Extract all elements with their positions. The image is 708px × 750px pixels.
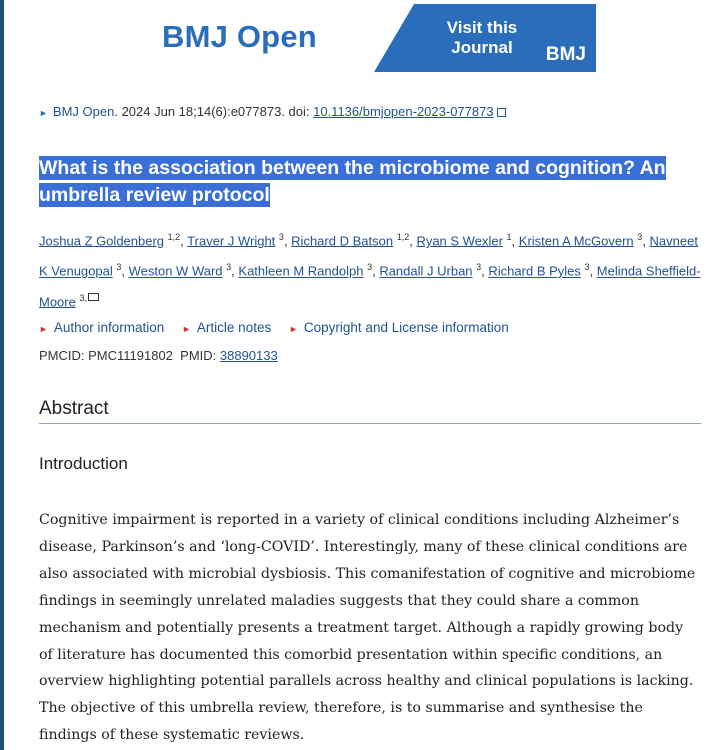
author-affiliation: 3	[584, 262, 590, 273]
author-affiliation: 3	[367, 262, 373, 273]
author-list: Joshua Z Goldenberg $^{1,2}$, Traver J Wright $^3$, Richard D Batson $^{1,2}$, Ryan S Wexler $^1$, Kristen A McGovern $^3$, Navneet K Venugopal $^3$, Weston W Ward $^3$, Kathleen M Randolph $^3$, Randall J Urban $^3$, Richard B Pyles $^3$, Melinda Sheffield-Moore $^{3,}$	[39, 232, 701, 309]
citation-details: . 2024 Jun 18;14(6):e077873. doi:	[114, 104, 314, 119]
pmid-label: PMID:	[180, 348, 220, 363]
visit-journal-button[interactable]	[374, 4, 596, 72]
author-information-toggle[interactable]	[39, 320, 164, 335]
info-link-label: Copyright and License information	[303, 320, 509, 335]
article-title	[39, 155, 679, 209]
author-link[interactable]: Kathleen M Randolph	[238, 263, 364, 279]
author-affiliation: 3,	[79, 292, 87, 303]
author-affiliation: 3	[476, 262, 482, 273]
author-affiliation: 3	[278, 232, 284, 242]
article-identifiers	[39, 348, 278, 363]
article-notes-toggle[interactable]	[182, 320, 271, 335]
copyright-license-toggle[interactable]	[289, 320, 509, 335]
author-affiliation: 1,2	[396, 232, 410, 242]
author-affiliation: 1	[506, 232, 512, 242]
author-link[interactable]: Randall J Urban	[379, 263, 473, 279]
author-affiliation: 3	[637, 232, 643, 242]
citation-line	[39, 104, 506, 119]
triangle-right-icon: ►	[39, 108, 48, 118]
author-link[interactable]: Weston W Ward	[128, 263, 223, 279]
info-link-label: Author information	[53, 320, 165, 335]
author-link[interactable]: Joshua Z Goldenberg	[39, 233, 165, 249]
pmid-link[interactable]: 38890133	[219, 348, 278, 363]
author-link[interactable]: Ryan S Wexler	[416, 233, 503, 249]
author-link[interactable]: Melinda Sheffield-Moore	[39, 263, 701, 309]
journal-banner[interactable]	[162, 4, 596, 72]
triangle-right-icon: ►	[182, 324, 191, 334]
visit-journal-label: Visit this Journal	[446, 18, 518, 57]
author-link[interactable]: Traver J Wright	[187, 233, 276, 249]
doi-link[interactable]: 10.1136/bmjopen-2023-077873	[313, 104, 494, 119]
external-link-icon	[497, 108, 506, 117]
abstract-heading: Abstract	[39, 398, 109, 419]
article-info-links	[39, 320, 523, 335]
article-title-text: What is the association between the microbiome and cognition? An umbrella review protocol	[39, 157, 666, 206]
author-link[interactable]: Navneet K Venugopal	[39, 233, 698, 279]
triangle-right-icon: ►	[39, 324, 48, 334]
abstract-divider	[39, 423, 701, 424]
triangle-right-icon: ►	[288, 324, 298, 334]
left-accent-rule	[0, 0, 4, 750]
info-link-label: Article notes	[196, 320, 272, 335]
author-affiliation: 3	[116, 262, 122, 273]
envelope-icon[interactable]	[88, 293, 99, 301]
abstract-paragraph: Cognitive impairment is reported in a variety of clinical conditions including Alzheimer’s disease, Parkinson’s and ‘long-COVID’. Interestingly, many of these clinical conditions are also associated with microbial dysbiosis. This comanifestation of cognitive and microbiome findings in seemingly unrelated maladies suggests that they could share a common mechanism and potentially presents a treatment target. Although a rapidly growing body of literature has documented this comorbid presentation within specific conditions, an overview highlighting potential parallels across healthy and clinical populations is lacking. The objective of this umbrella review, therefore, is to summarise and synthesise the findings of these systematic reviews.	[39, 512, 696, 744]
introduction-heading: Introduction	[39, 454, 128, 473]
author-link[interactable]: Kristen A McGovern	[518, 233, 634, 249]
journal-link[interactable]: BMJ Open	[52, 104, 115, 119]
pmcid-label: PMCID: PMC11191802	[39, 348, 173, 363]
author-link[interactable]: Richard D Batson	[291, 233, 394, 249]
bmj-logo-mark: BMJ	[545, 44, 586, 65]
bmj-open-logo[interactable]: BMJ Open	[162, 19, 317, 54]
author-link[interactable]: Richard B Pyles	[488, 263, 581, 279]
author-affiliation: 3	[226, 262, 232, 273]
author-affiliation: 1,2	[167, 232, 181, 242]
